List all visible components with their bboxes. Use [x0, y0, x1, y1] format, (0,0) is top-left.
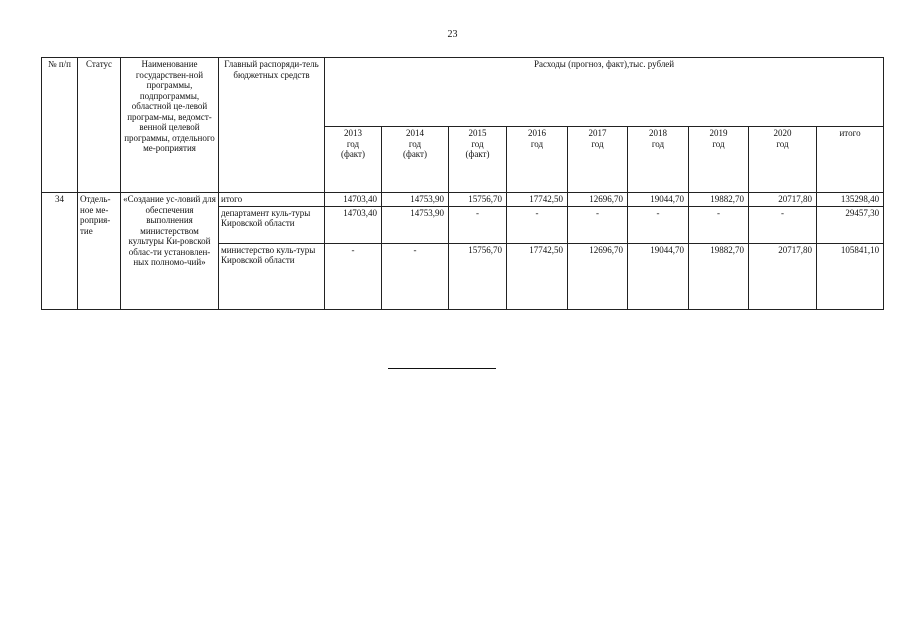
total-cell: 29457,30 — [817, 206, 884, 243]
year-unit: год — [712, 138, 725, 149]
header-manager: Главный распоряди-тель бюджетных средств — [219, 58, 325, 193]
budget-table — [41, 57, 884, 310]
value-cell: 12696,70 — [568, 193, 628, 207]
page-number: 23 — [447, 29, 458, 40]
value-cell: 12696,70 — [568, 243, 628, 309]
year-note: (факт) — [402, 149, 427, 159]
year-label: 2016 — [528, 128, 546, 138]
value-cell: 15756,70 — [449, 193, 507, 207]
value-cell: 19044,70 — [628, 243, 689, 309]
value-cell: 20717,80 — [749, 193, 817, 207]
header-year-2016 — [507, 127, 568, 193]
value-cell: - — [568, 206, 628, 243]
year-label: 2014 — [406, 128, 424, 138]
header-total: итого — [817, 127, 884, 193]
header-num: № п/п — [42, 58, 78, 193]
header-year-2017 — [568, 127, 628, 193]
year-label: 2013 — [344, 128, 362, 138]
header-year-2015 — [449, 127, 507, 193]
value-cell: 14753,90 — [382, 206, 449, 243]
header-year-2014 — [382, 127, 449, 193]
row-manager: итого — [219, 193, 325, 207]
value-cell: 19882,70 — [689, 193, 749, 207]
value-cell: 14703,40 — [325, 193, 382, 207]
header-status: Статус — [78, 58, 121, 193]
value-cell: - — [689, 206, 749, 243]
value-cell: - — [382, 243, 449, 309]
year-label: 2019 — [709, 128, 728, 138]
year-label: 2018 — [649, 128, 667, 138]
year-note: (факт) — [465, 149, 490, 159]
value-cell: - — [628, 206, 689, 243]
value-cell: 14703,40 — [325, 206, 382, 243]
total-cell: 105841,10 — [817, 243, 884, 309]
entry-name: «Создание ус-ловий для обеспечения выполнения министерством культуры Ки-ровской облас-ти установлен-ных полномо-чий» — [121, 193, 219, 310]
value-cell: - — [507, 206, 568, 243]
value-cell: 19882,70 — [689, 243, 749, 309]
year-unit: год — [408, 138, 422, 149]
year-label: 2015 — [468, 128, 487, 138]
header-expenses: Расходы (прогноз, факт),тыс. рублей — [325, 58, 884, 127]
value-cell: 19044,70 — [628, 193, 689, 207]
entry-status: Отдель-ное ме-роприя-тие — [78, 193, 121, 310]
value-cell: 17742,50 — [507, 193, 568, 207]
year-label: 2020 — [773, 128, 792, 138]
value-cell: - — [749, 206, 817, 243]
header-year-2013 — [325, 127, 382, 193]
header-year-2019 — [689, 127, 749, 193]
value-cell: 17742,50 — [507, 243, 568, 309]
value-cell: 15756,70 — [449, 243, 507, 309]
year-unit: год — [776, 138, 789, 149]
end-divider-line — [388, 368, 496, 369]
year-note: (факт) — [340, 149, 365, 159]
header-year-2018 — [628, 127, 689, 193]
row-manager: министерство куль-туры Кировской области — [219, 243, 325, 309]
header-year-2020 — [749, 127, 817, 193]
value-cell: 20717,80 — [749, 243, 817, 309]
table-row — [42, 193, 884, 207]
header-name: Наименование государствен-ной программы, подпрограммы, областной це-левой програм-мы, ведомст-венной целевой программы, отдельного ме-роприятия — [121, 58, 219, 193]
value-cell: 14753,90 — [382, 193, 449, 207]
year-unit: год — [471, 138, 484, 149]
entry-num: 34 — [42, 193, 78, 310]
value-cell: - — [449, 206, 507, 243]
year-unit: год — [530, 138, 544, 149]
value-cell: - — [325, 243, 382, 309]
year-unit: год — [651, 138, 665, 149]
row-manager: департамент куль-туры Кировской области — [219, 206, 325, 243]
year-unit: год — [346, 138, 360, 149]
year-label: 2017 — [588, 128, 607, 138]
year-unit: год — [591, 138, 604, 149]
total-cell: 135298,40 — [817, 193, 884, 207]
